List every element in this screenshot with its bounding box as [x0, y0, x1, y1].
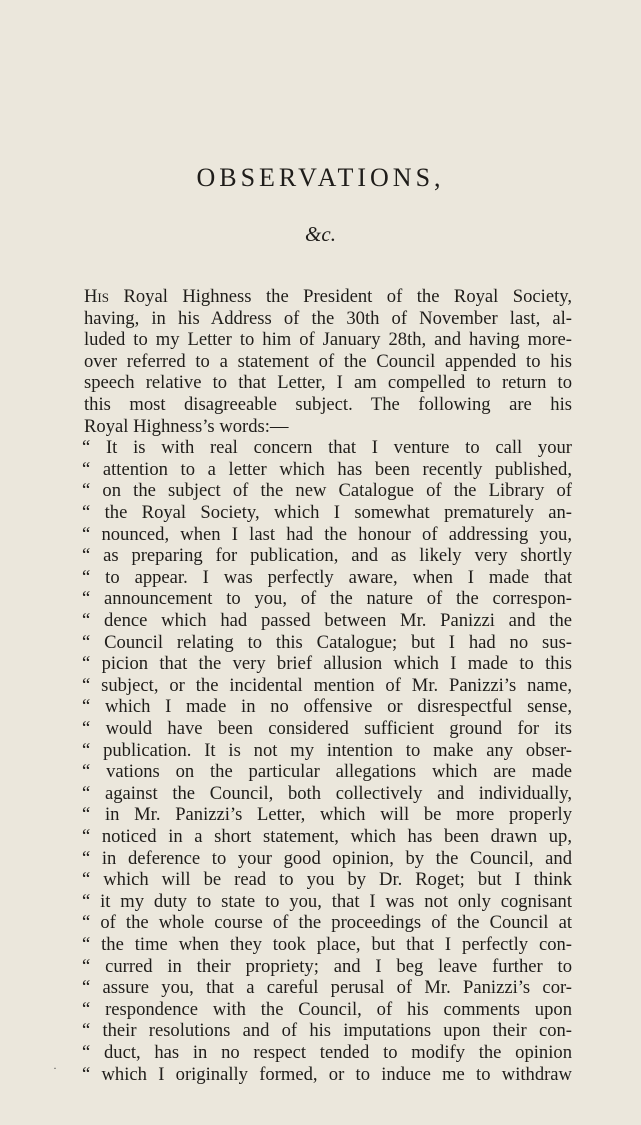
text-line: “ dence which had passed between Mr. Panizzi and the	[82, 610, 572, 631]
text-line: “ announcement to you, of the nature of the correspon-	[82, 588, 572, 610]
text-line: “ assure you, that a careful perusal of Mr. Panizzi’s cor-	[82, 977, 572, 999]
text-line: “ picion that the very brief allusion which I made to this	[82, 653, 572, 675]
text-line: “ which I originally formed, or to induce me to withdraw	[82, 1063, 572, 1085]
text-line: “ publication. It is not my intention to make any obser-	[82, 739, 572, 761]
text-line: “ respondence with the Council, of his comments upon	[82, 998, 572, 1020]
text-line: “ noticed in a short statement, which has been drawn up,	[82, 826, 572, 847]
text-line: “ on the subject of the new Catalogue of the Library of	[82, 480, 572, 502]
text-line: “ in deference to your good opinion, by the Council, and	[82, 847, 572, 869]
text-line: “ in Mr. Panizzi’s Letter, which will be more properly	[82, 804, 572, 826]
text-line: “ attention to a letter which has been recently published,	[82, 458, 572, 480]
text-line: “ as preparing for publication, and as likely very shortly	[82, 545, 572, 567]
text-line: having, in his Address of the 30th of November last, al-	[84, 307, 572, 329]
text-line: “ their resolutions and of his imputations upon their con-	[82, 1020, 572, 1042]
text-line: “ curred in their propriety; and I beg leave further to	[82, 955, 572, 977]
text-line: Royal Highness’s words:—	[84, 415, 289, 437]
text-line: “ to appear. I was perfectly aware, when I made that	[82, 566, 572, 588]
margin-mark: ·	[53, 1061, 57, 1075]
text-line: this most disagreeable subject. The following are his	[84, 394, 572, 415]
drop-word: His	[84, 286, 109, 307]
text-line: “ the time when they took place, but that I perfectly con-	[82, 934, 572, 955]
text-line: “ vations on the particular allegations which are made	[82, 761, 572, 783]
text-line: His Royal Highness the President of the Royal Society,	[84, 286, 572, 307]
text-line: “ duct, has in no respect tended to modify the opinion	[82, 1042, 572, 1063]
page-title: OBSERVATIONS,	[196, 163, 445, 192]
text-line: “ which I made in no offensive or disrespectful sense,	[82, 696, 572, 718]
text-line: luded to my Letter to him of January 28th, and having more-	[84, 329, 572, 351]
text-line: “ Council relating to this Catalogue; but I had no sus-	[82, 631, 572, 653]
text-line: “ it my duty to state to you, that I was not only cognisant	[82, 890, 572, 912]
text-line: “ would have been considered sufficient ground for its	[82, 718, 572, 739]
page-subtitle: &c.	[305, 222, 336, 246]
text-line: “ the Royal Society, which I somewhat prematurely an-	[82, 502, 572, 523]
text-line: “ of the whole course of the proceedings of the Council at	[82, 912, 572, 934]
text-line: “ nounced, when I last had the honour of addressing you,	[82, 523, 572, 545]
text-line: “ against the Council, both collectively and individually,	[82, 782, 572, 804]
text-line: speech relative to that Letter, I am compelled to return to	[84, 372, 572, 394]
text-line: “ which will be read to you by Dr. Roget; but I think	[82, 869, 572, 891]
text-line: “ It is with real concern that I venture to call your	[82, 437, 572, 459]
text-line: over referred to a statement of the Council appended to his	[84, 350, 572, 372]
text-line: “ subject, or the incidental mention of Mr. Panizzi’s name,	[82, 674, 572, 696]
